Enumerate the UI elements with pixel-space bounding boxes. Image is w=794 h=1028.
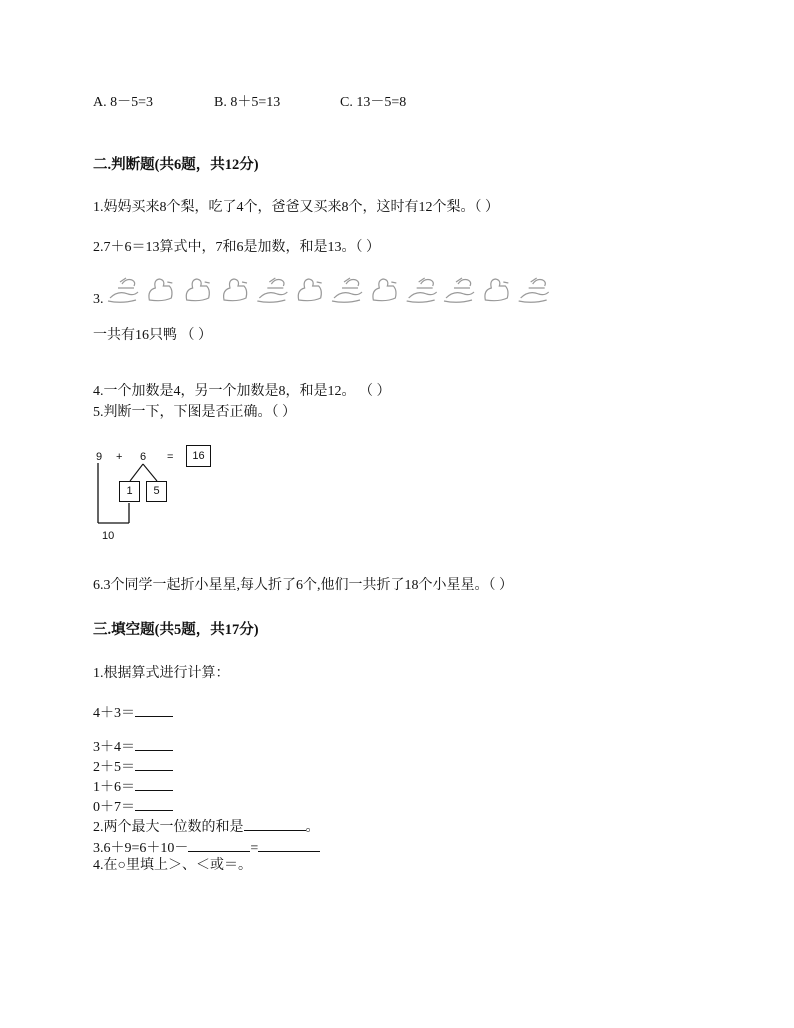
fill-q1: 1.根据算式进行计算： xyxy=(93,666,230,681)
eq2-text: 3＋4＝ xyxy=(93,740,135,755)
diagram-split-left: 1 xyxy=(119,481,140,502)
judge-q3-text: 一共有16只鸭 （ ） xyxy=(93,328,212,343)
answer-blank-1[interactable] xyxy=(135,702,173,717)
fill-eq3 xyxy=(93,756,173,777)
fill-eq1 xyxy=(93,702,173,723)
answer-blank-4[interactable] xyxy=(135,776,173,791)
diagram-ten: 10 xyxy=(102,530,115,542)
fill-eq2 xyxy=(93,736,173,757)
choice-c: C. 13－5=8 xyxy=(340,95,407,110)
fill-q2-end: 。 xyxy=(305,820,320,835)
fill-q3-start: 3.6＋9=6＋10－ xyxy=(93,841,189,856)
judge-q2: 2.7＋6＝13算式中，7和6是加数，和是13。（ ） xyxy=(93,240,380,255)
fill-eq5 xyxy=(93,796,173,817)
answer-blank-3[interactable] xyxy=(135,756,173,771)
eq1-text: 4＋3＝ xyxy=(93,706,135,721)
answer-blank-2[interactable] xyxy=(135,736,173,751)
section3-heading: 三.填空题(共5题，共17分) xyxy=(93,622,259,638)
eq4-text: 1＋6＝ xyxy=(93,780,135,795)
judge-q5: 5.判断一下，下图是否正确。（ ） xyxy=(93,405,296,420)
diagram-addend-b: 6 xyxy=(140,451,147,463)
diagram-result-box: 16 xyxy=(186,445,211,467)
answer-blank-7[interactable] xyxy=(188,837,250,852)
judge-q6: 6.3个同学一起折小星星,每人折了6个,他们一共折了18个小星星。（ ） xyxy=(93,578,513,593)
diagram-addend-a: 9 xyxy=(96,451,103,463)
fill-eq4 xyxy=(93,776,173,797)
answer-blank-5[interactable] xyxy=(135,796,173,811)
answer-blank-8[interactable] xyxy=(258,837,320,852)
eq3-text: 2＋5＝ xyxy=(93,760,135,775)
fill-q2 xyxy=(93,816,320,837)
section2-heading: 二.判断题(共6题，共12分) xyxy=(93,157,259,173)
choice-b: B. 8＋5=13 xyxy=(214,95,281,110)
judge-q4: 4.一个加数是4，另一个加数是8，和是12。 （ ） xyxy=(93,384,391,399)
fill-q3 xyxy=(93,837,320,858)
fill-q2-text: 2.两个最大一位数的和是 xyxy=(93,820,244,835)
diagram-equals: = xyxy=(167,451,174,463)
diagram-split-right: 5 xyxy=(146,481,167,502)
fill-q3-mid: = xyxy=(250,841,259,856)
judge-q1: 1.妈妈买来8个梨，吃了4个，爸爸又买来8个，这时有12个梨。（ ） xyxy=(93,200,499,215)
eq5-text: 0＋7＝ xyxy=(93,800,135,815)
diagram-plus: + xyxy=(116,451,123,463)
fill-q4: 4.在○里填上＞、＜或＝。 xyxy=(93,858,252,873)
judge-q3-prefix: 3. xyxy=(93,292,104,307)
choice-a: A. 8－5=3 xyxy=(93,95,154,110)
answer-blank-6[interactable] xyxy=(244,816,306,831)
